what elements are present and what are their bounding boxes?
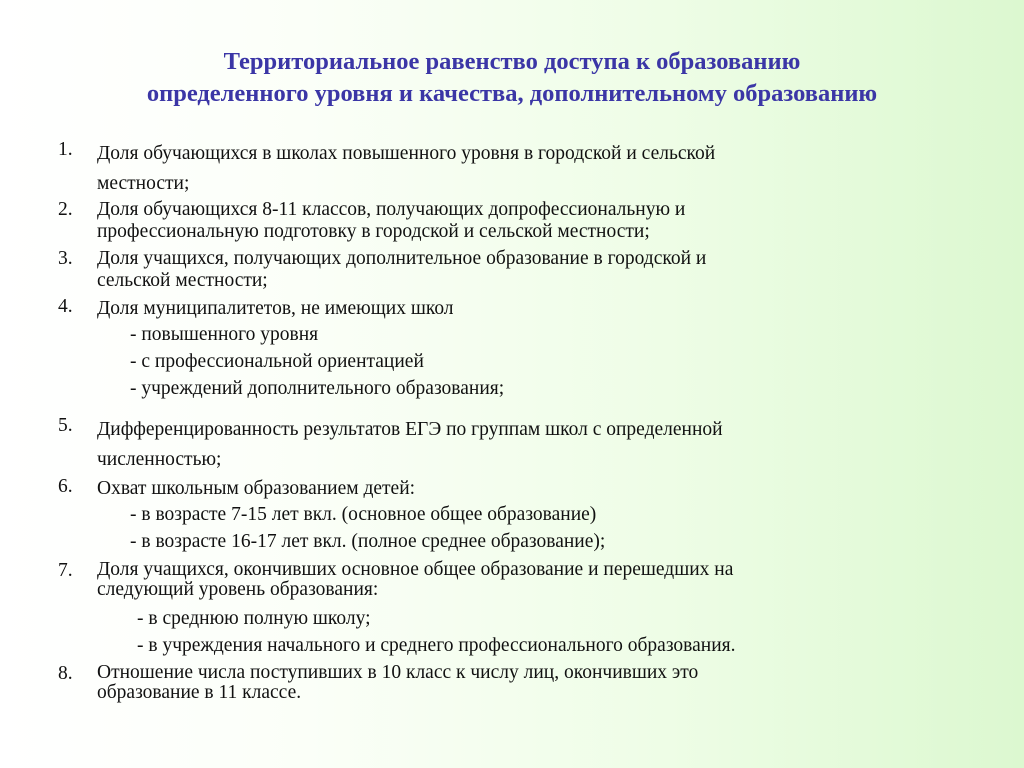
item-number: 1. (58, 139, 73, 160)
item-number: 2. (58, 199, 73, 220)
title-line-1: Территориальное равенство доступа к образованию (223, 48, 801, 75)
item-text-line: Доля учащихся, получающих дополнительное образование в городской и (97, 248, 707, 269)
item-number: 3. (58, 248, 73, 269)
item-text-line: Доля учащихся, окончивших основное общее образование и перешедших на (97, 559, 734, 580)
title-line-2: определенного уровня и качества, дополнительному образованию (146, 80, 878, 107)
sub-item: - в среднюю полную школу; (137, 608, 371, 629)
item-number: 5. (58, 415, 73, 436)
sub-item: - в возрасте 7-15 лет вкл. (основное общее образование) (130, 504, 597, 525)
item-text-line: сельской местности; (97, 270, 268, 291)
item-text-line: профессиональную подготовку в городской и сельской местности; (97, 221, 650, 242)
item-text-line: следующий уровень образования: (97, 579, 379, 600)
item-text-line: Дифференцированность результатов ЕГЭ по группам школ с определенной (97, 419, 723, 440)
sub-item: - повышенного уровня (130, 324, 319, 345)
item-number: 7. (58, 560, 73, 581)
item-text-line: Доля муниципалитетов, не имеющих школ (97, 298, 454, 319)
item-text-line: Доля обучающихся в школах повышенного уровня в городской и сельской (97, 143, 716, 164)
item-number: 8. (58, 663, 73, 684)
item-text-line: Охват школьным образованием детей: (97, 478, 416, 499)
sub-item: - в учреждения начального и среднего профессионального образования. (137, 635, 736, 656)
sub-item: - учреждений дополнительного образования; (130, 378, 505, 399)
item-text-line: образование в 11 классе. (97, 682, 302, 703)
item-number: 4. (58, 296, 73, 317)
item-text-line: численностью; (97, 449, 222, 470)
item-text-line: Доля обучающихся 8-11 классов, получающих допрофессиональную и (97, 199, 686, 220)
sub-item: - в возрасте 16-17 лет вкл. (полное среднее образование); (130, 531, 606, 552)
item-text-line: Отношение числа поступивших в 10 класс к числу лиц, окончивших это (97, 662, 699, 683)
item-text-line: местности; (97, 173, 190, 194)
item-number: 6. (58, 476, 73, 497)
sub-item: - с профессиональной ориентацией (130, 351, 424, 372)
slide-title (20, 46, 1004, 110)
